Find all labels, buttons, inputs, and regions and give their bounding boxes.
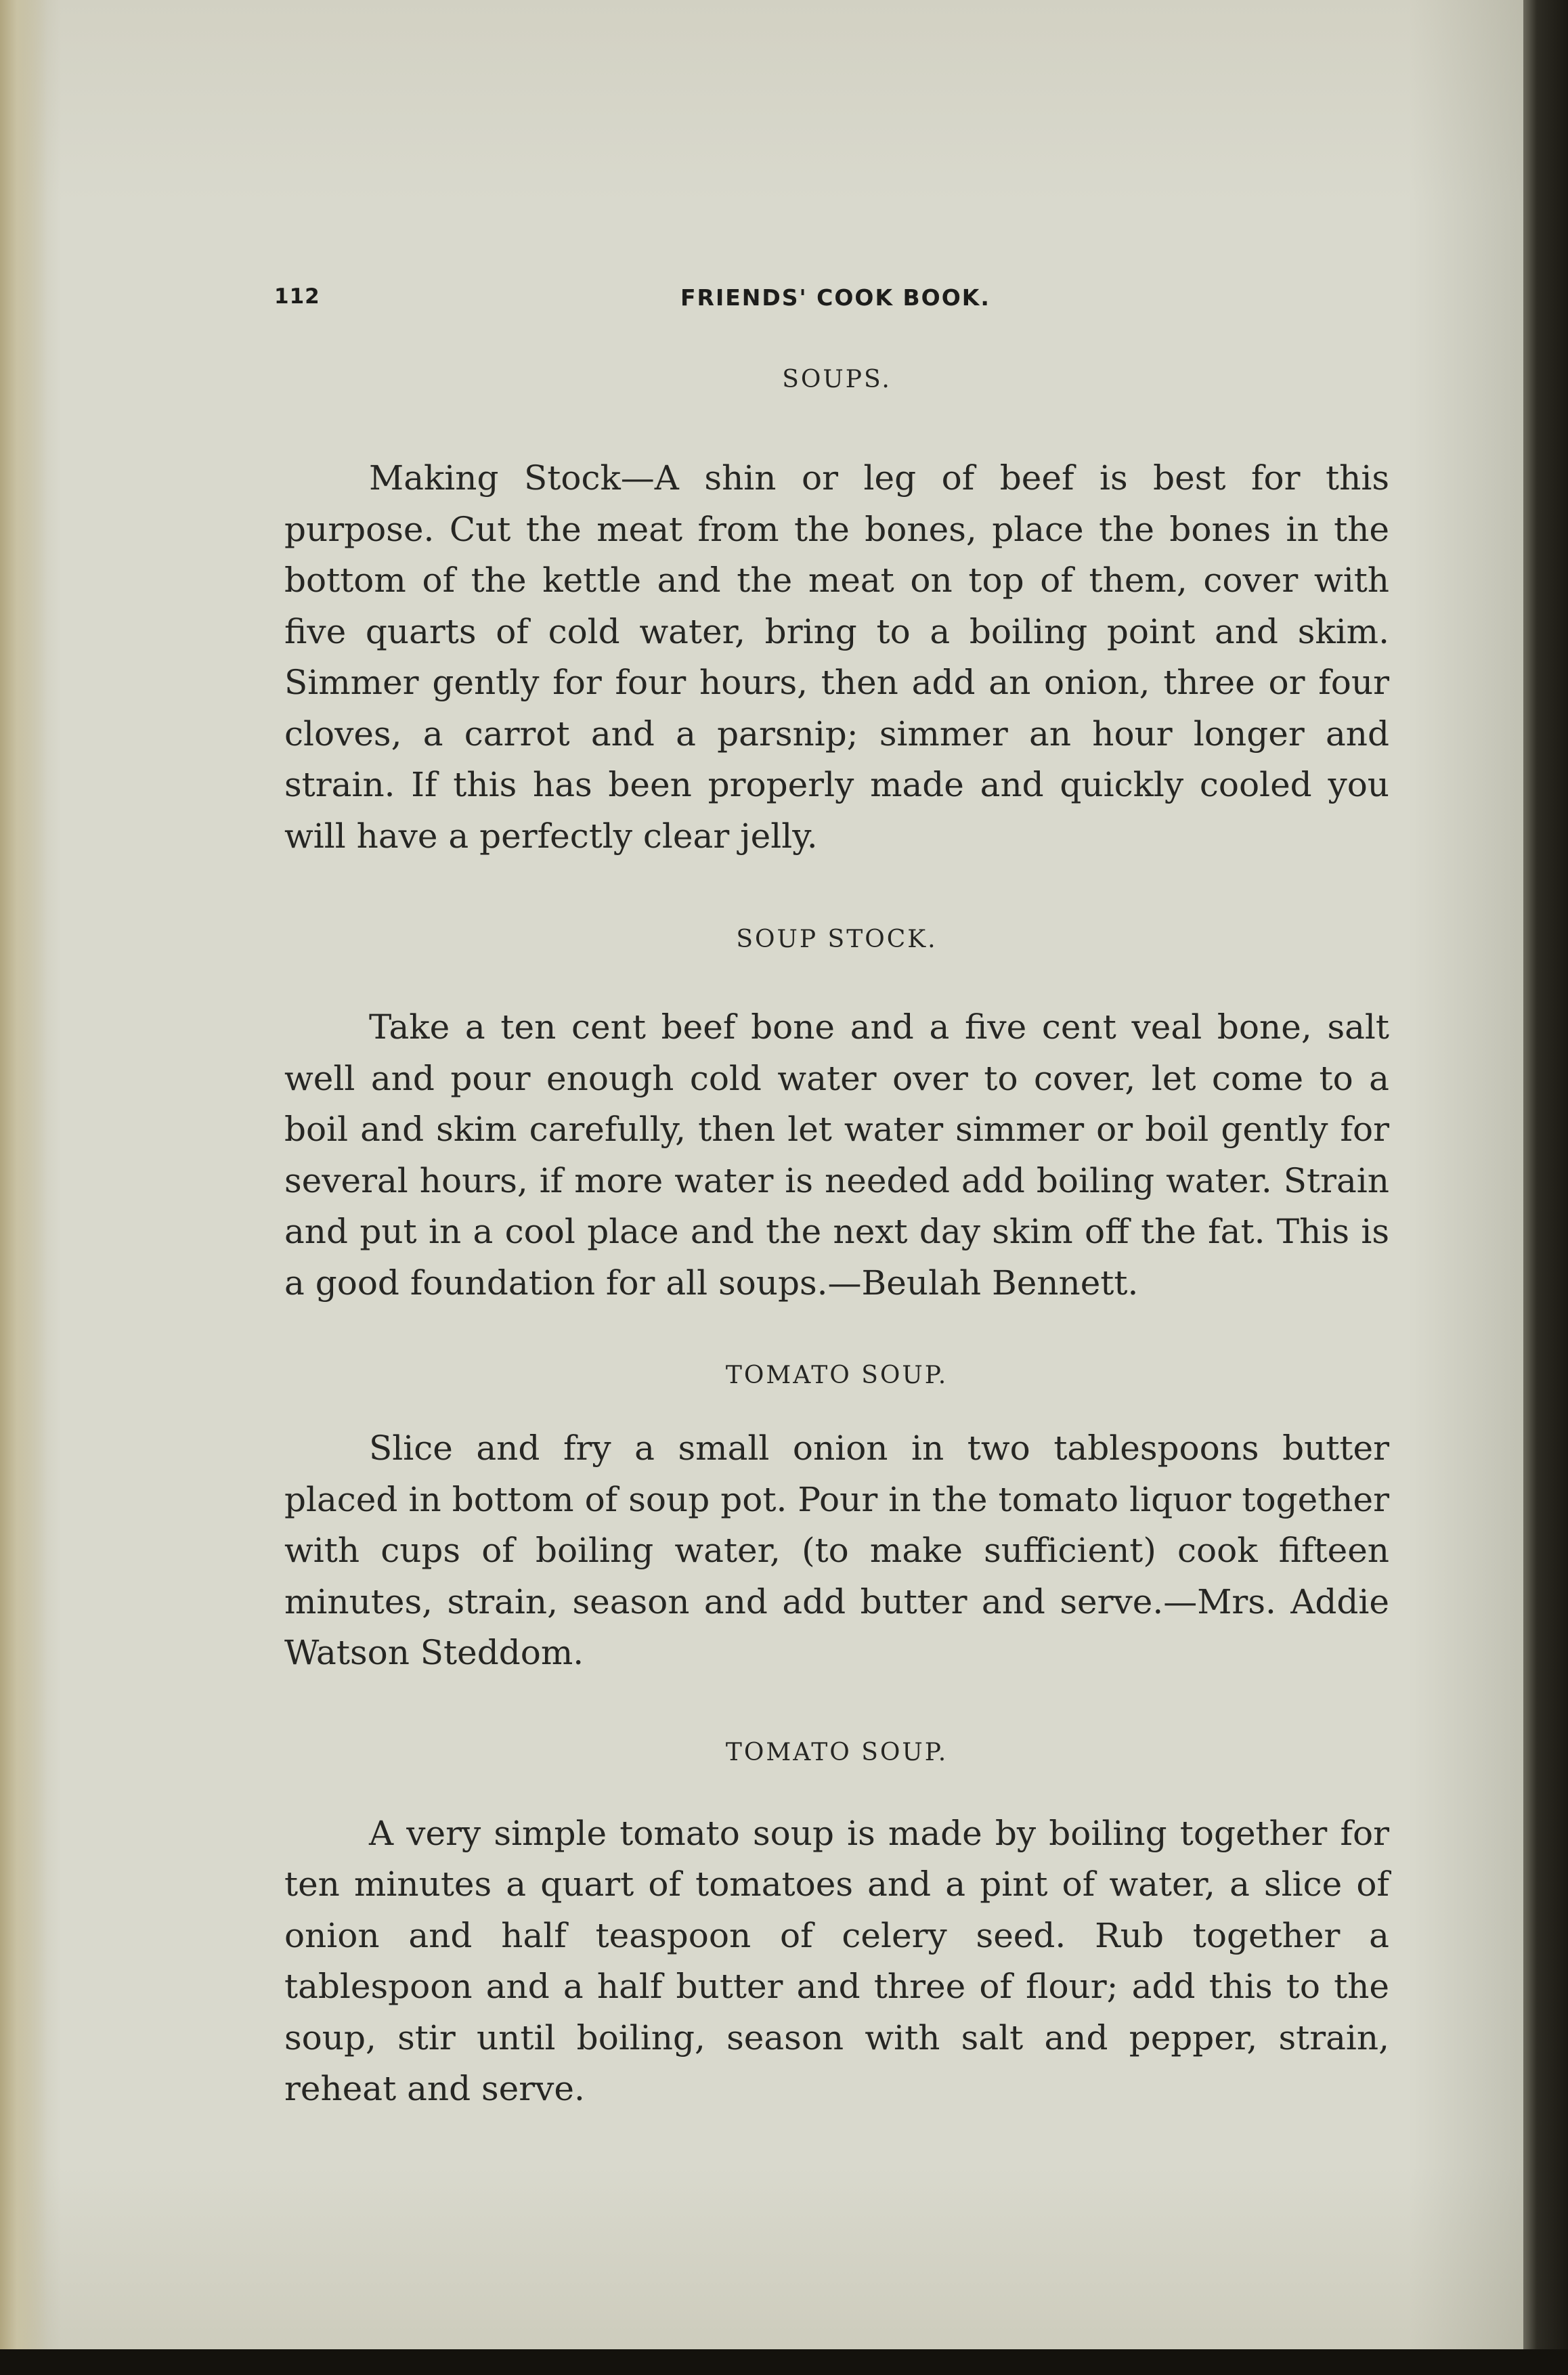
section-heading-soups: SOUPS.	[782, 366, 892, 393]
section-heading-tomato-soup-2: TOMATO SOUP.	[725, 1738, 949, 1766]
recipe-soup-stock: Take a ten cent beef bone and a five cent veal bone, salt well and pour enough cold water over to cover, let come to a boil and skim carefully, then let water simmer or boil gently for several hours, if more water is needed add boiling water. Strain and put in a cool place and the next day skim off the fat. This is a good foundation for all soups.—Beulah Bennett.	[284, 1007, 1389, 1303]
recipe-tomato-soup-1: Slice and fry a small onion in two tablespoons butter placed in bottom of soup pot. Pour in the tomato liquor together with cups of boiling water, (to make sufficient) cook fifteen minutes, strain, season and add butter and serve.—Mrs. Addie Watson Steddom.	[284, 1429, 1389, 1672]
bottom-edge	[0, 2349, 1568, 2375]
recipe-tomato-soup-2: A very simple tomato soup is made by boiling together for ten minutes a quart of tomatoes and a pint of water, a slice of onion and half teaspoon of celery seed. Rub together a tablespoon and a half butter and three of flour; add this to the soup, stir until boiling, season with salt and pepper, strain, reheat and serve.	[284, 1813, 1389, 2108]
page-number: 112	[274, 284, 320, 309]
section-heading-soup-stock: SOUP STOCK.	[736, 925, 938, 953]
book-spine-edge	[1523, 0, 1568, 2375]
page-content	[284, 366, 1389, 2115]
book-title: FRIENDS' COOK BOOK.	[680, 284, 990, 311]
page-gutter-shadow	[0, 0, 47, 2349]
section-heading-tomato-soup-1: TOMATO SOUP.	[725, 1361, 949, 1389]
recipe-making-stock: Making Stock—A shin or leg of beef is best for this purpose. Cut the meat from the bones, place the bones in the bottom of the kettle and the meat on top of them, cover with five quarts of cold water, bring to a boiling point and skim. Simmer gently for four hours, then add an onion, three or four cloves, a carrot and a parsnip; simmer an hour longer and strain. If this has been properly made and quickly cooled you will have a perfectly clear jelly.	[284, 458, 1389, 856]
running-head	[274, 284, 1398, 325]
